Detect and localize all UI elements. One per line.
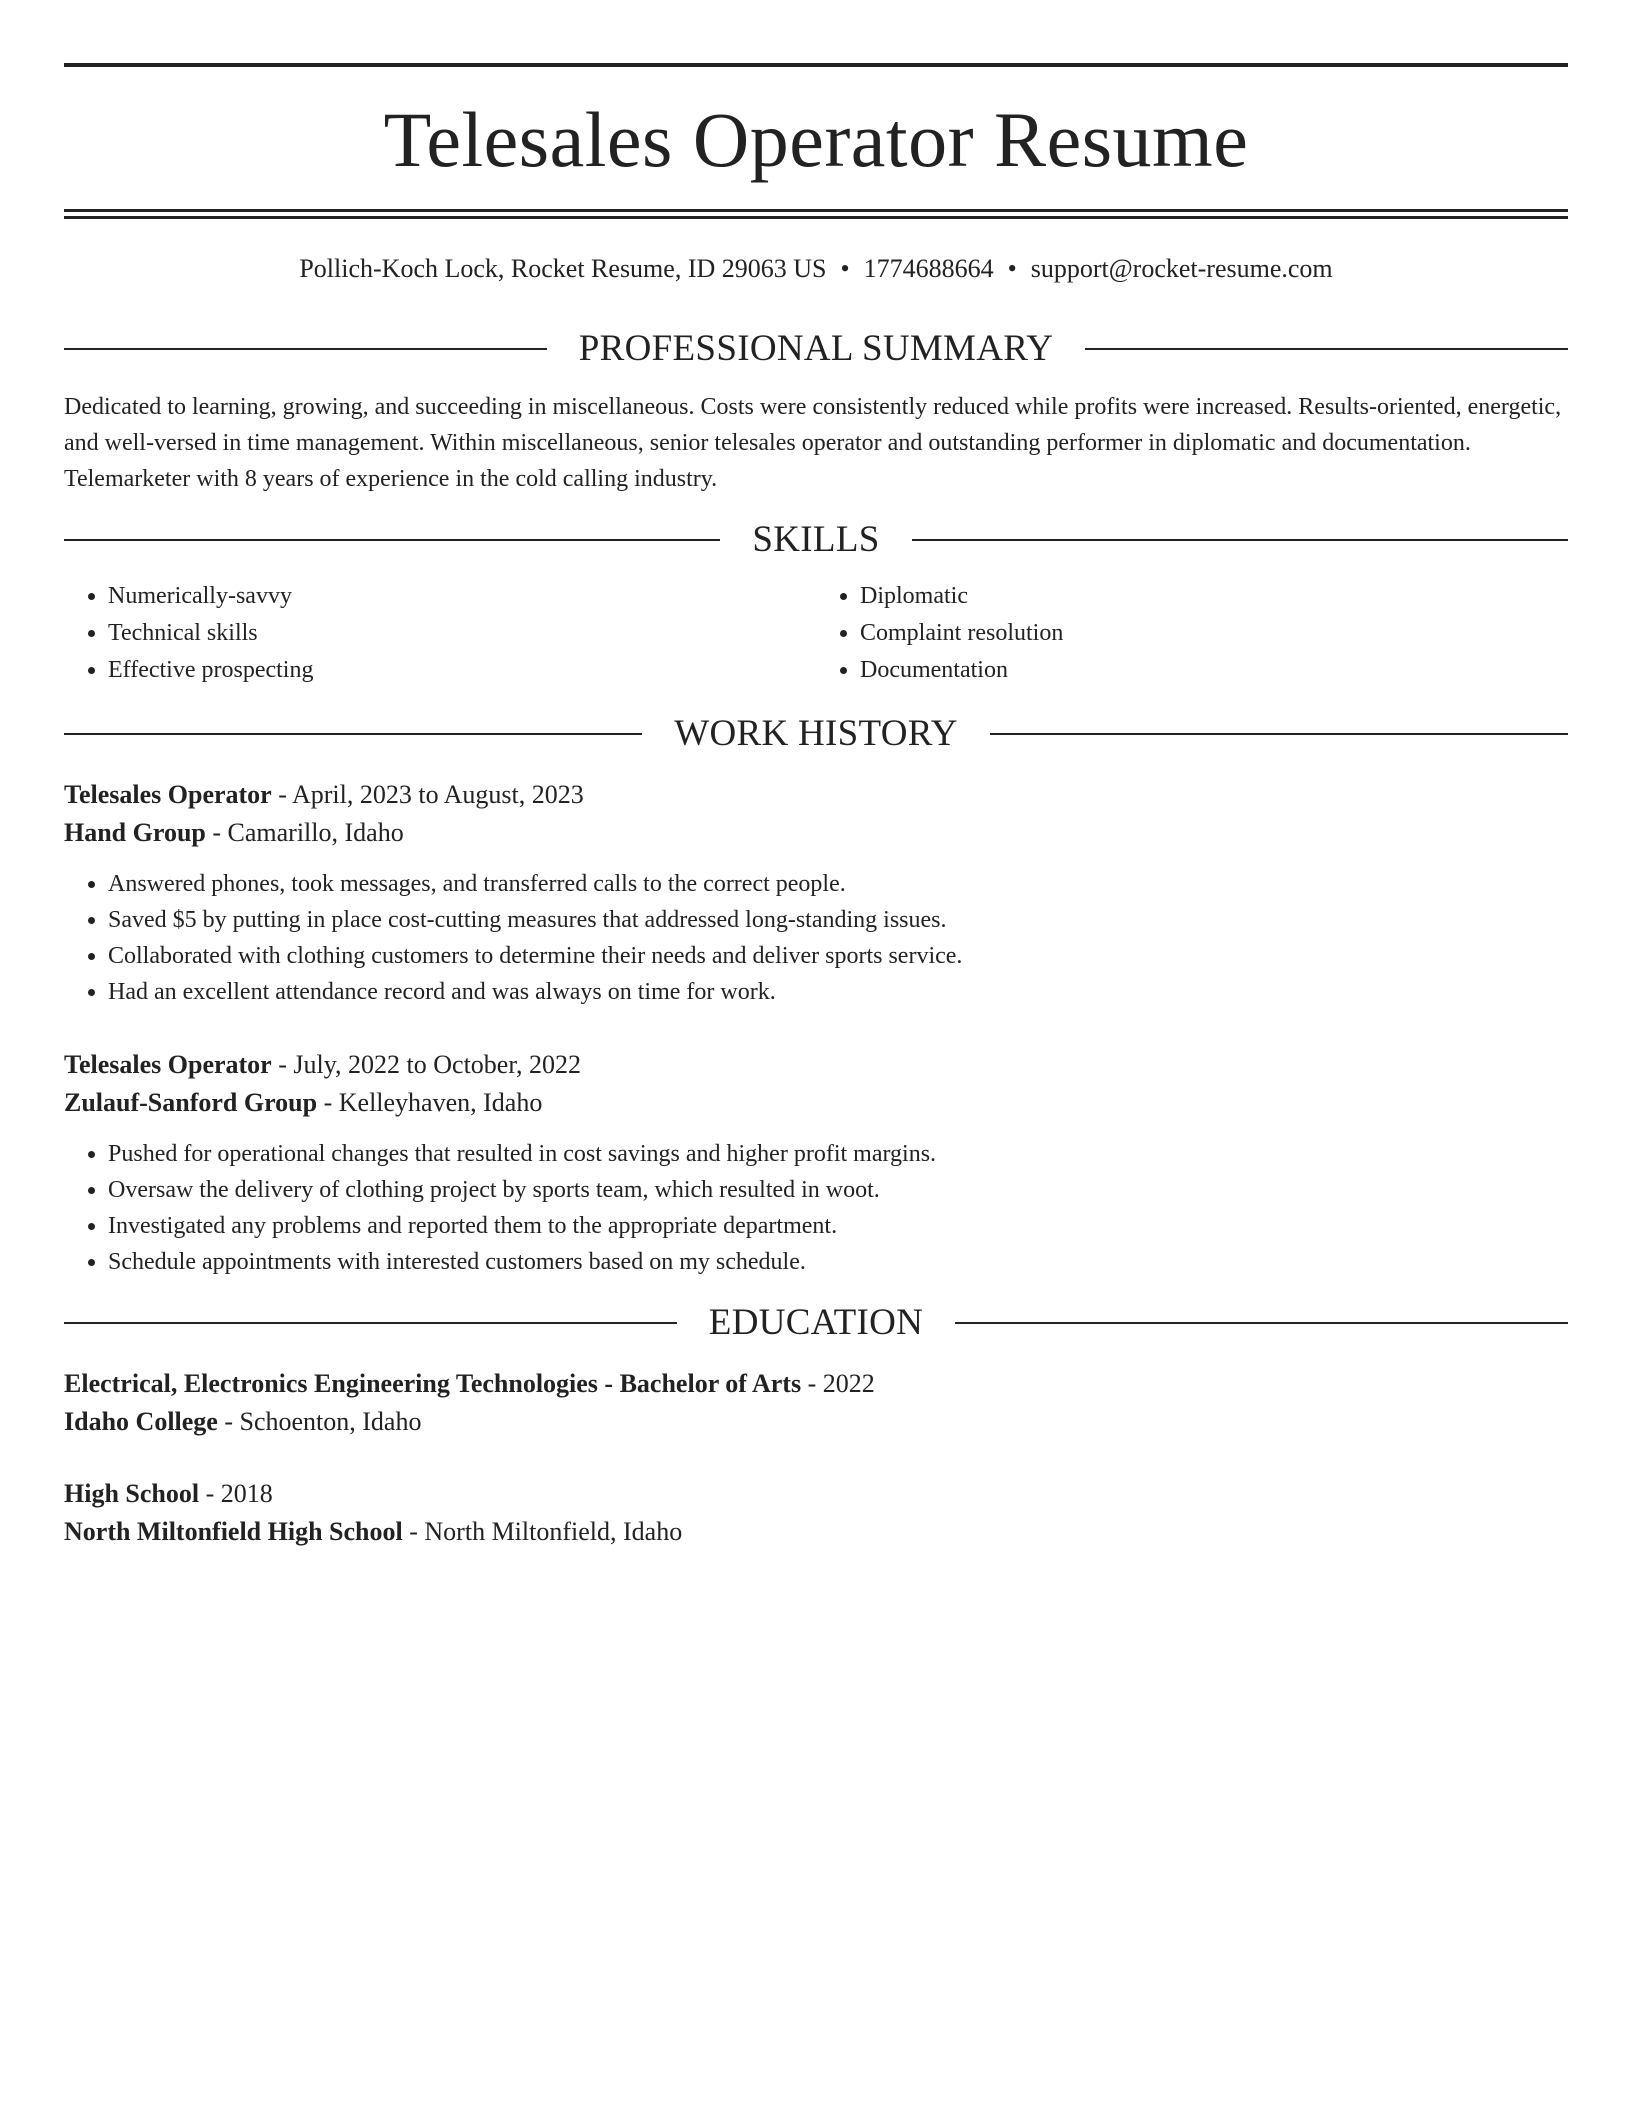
title-double-rule: [64, 209, 1568, 219]
contact-phone: 1774688664: [863, 254, 994, 283]
section-heading-work: [64, 713, 1568, 755]
job-bullet: • Collaborated with clothing customers to determine their needs and deliver sports service.: [108, 938, 1568, 974]
skills-column-right: [816, 578, 1568, 689]
job-bullet: • Investigated any problems and reported them to the appropriate department.: [108, 1208, 1568, 1244]
section-title: EDUCATION: [708, 1302, 924, 1344]
job-entry: [64, 1046, 1568, 1280]
job-company: Hand Group: [64, 818, 206, 848]
skill-item: • Complaint resolution: [860, 615, 1568, 652]
skill-item: • Diplomatic: [860, 578, 1568, 615]
job-location: - Camarillo, Idaho: [205, 818, 404, 848]
top-rule: [64, 63, 1568, 67]
heading-rule: [64, 539, 720, 541]
job-bullet: • Answered phones, took messages, and transferred calls to the correct people.: [108, 866, 1568, 902]
job-bullets: [64, 866, 1568, 1010]
education-degree: Electrical, Electronics Engineering Technologies - Bachelor of Arts: [64, 1369, 802, 1399]
job-company-line: [64, 814, 1568, 852]
education-school: North Miltonfield High School: [64, 1517, 403, 1547]
heading-rule: [64, 733, 642, 735]
job-bullet: • Had an excellent attendance record and was always on time for work.: [108, 974, 1568, 1010]
job-entry: [64, 776, 1568, 1010]
education-year: - 2022: [801, 1369, 875, 1399]
heading-rule: [912, 539, 1568, 541]
skill-item: • Technical skills: [108, 615, 816, 652]
job-location: - Kelleyhaven, Idaho: [317, 1088, 543, 1118]
section-title: PROFESSIONAL SUMMARY: [578, 328, 1054, 370]
education-entry: [64, 1365, 1568, 1441]
job-bullet: • Schedule appointments with interested customers based on my schedule.: [108, 1244, 1568, 1280]
job-title: Telesales Operator: [64, 1050, 272, 1080]
education-location: - North Miltonfield, Idaho: [402, 1517, 683, 1547]
job-dates: - April, 2023 to August, 2023: [271, 780, 584, 810]
heading-rule: [955, 1322, 1568, 1324]
section-title: SKILLS: [752, 519, 880, 561]
job-company: Zulauf-Sanford Group: [64, 1088, 318, 1118]
job-title-line: [64, 1046, 1568, 1084]
heading-rule: [64, 348, 547, 350]
education-school-line: [64, 1403, 1568, 1441]
job-company-line: [64, 1084, 1568, 1122]
skills-column-left: [64, 578, 816, 689]
education-year: - 2018: [199, 1479, 273, 1509]
contact-separator: •: [840, 254, 850, 283]
skills-list: [64, 578, 1568, 689]
education-degree: High School: [64, 1479, 200, 1509]
contact-email: support@rocket-resume.com: [1030, 254, 1333, 283]
education-school-line: [64, 1513, 1568, 1551]
resume-page: [64, 0, 1568, 1551]
contact-address: Pollich-Koch Lock, Rocket Resume, ID 29063 US: [299, 254, 827, 283]
contact-line: [64, 253, 1568, 284]
skill-item: • Documentation: [860, 652, 1568, 689]
heading-rule: [1085, 348, 1568, 350]
job-bullet: • Oversaw the delivery of clothing project by sports team, which resulted in woot.: [108, 1172, 1568, 1208]
heading-rule: [990, 733, 1568, 735]
section-heading-summary: [64, 328, 1568, 370]
heading-rule: [64, 1322, 677, 1324]
page-title: Telesales Operator Resume: [383, 96, 1249, 183]
education-entry: [64, 1475, 1568, 1551]
section-title: WORK HISTORY: [674, 713, 958, 755]
job-bullet: • Saved $5 by putting in place cost-cutting measures that addressed long-standing issues.: [108, 902, 1568, 938]
skill-item: • Numerically-savvy: [108, 578, 816, 615]
job-bullets: [64, 1136, 1568, 1280]
skill-item: • Effective prospecting: [108, 652, 816, 689]
section-heading-skills: [64, 519, 1568, 561]
section-heading-education: [64, 1302, 1568, 1344]
education-degree-line: [64, 1365, 1568, 1403]
job-dates: - July, 2022 to October, 2022: [271, 1050, 581, 1080]
summary-text: Dedicated to learning, growing, and succeeding in miscellaneous. Costs were consistently reduced while profits were increased. Results-oriented, energetic, and well-versed in time management. Within miscellaneous, senior telesales operator and outstanding performer in diplomatic and documentation. Telemarketer with 8 years of experience in the cold calling industry.: [64, 394, 1562, 493]
education-location: - Schoenton, Idaho: [217, 1407, 422, 1437]
education-school: Idaho College: [64, 1407, 218, 1437]
education-degree-line: [64, 1475, 1568, 1513]
job-title-line: [64, 776, 1568, 814]
job-bullet: • Pushed for operational changes that resulted in cost savings and higher profit margins.: [108, 1136, 1568, 1172]
contact-separator: •: [1007, 254, 1017, 283]
job-title: Telesales Operator: [64, 780, 272, 810]
